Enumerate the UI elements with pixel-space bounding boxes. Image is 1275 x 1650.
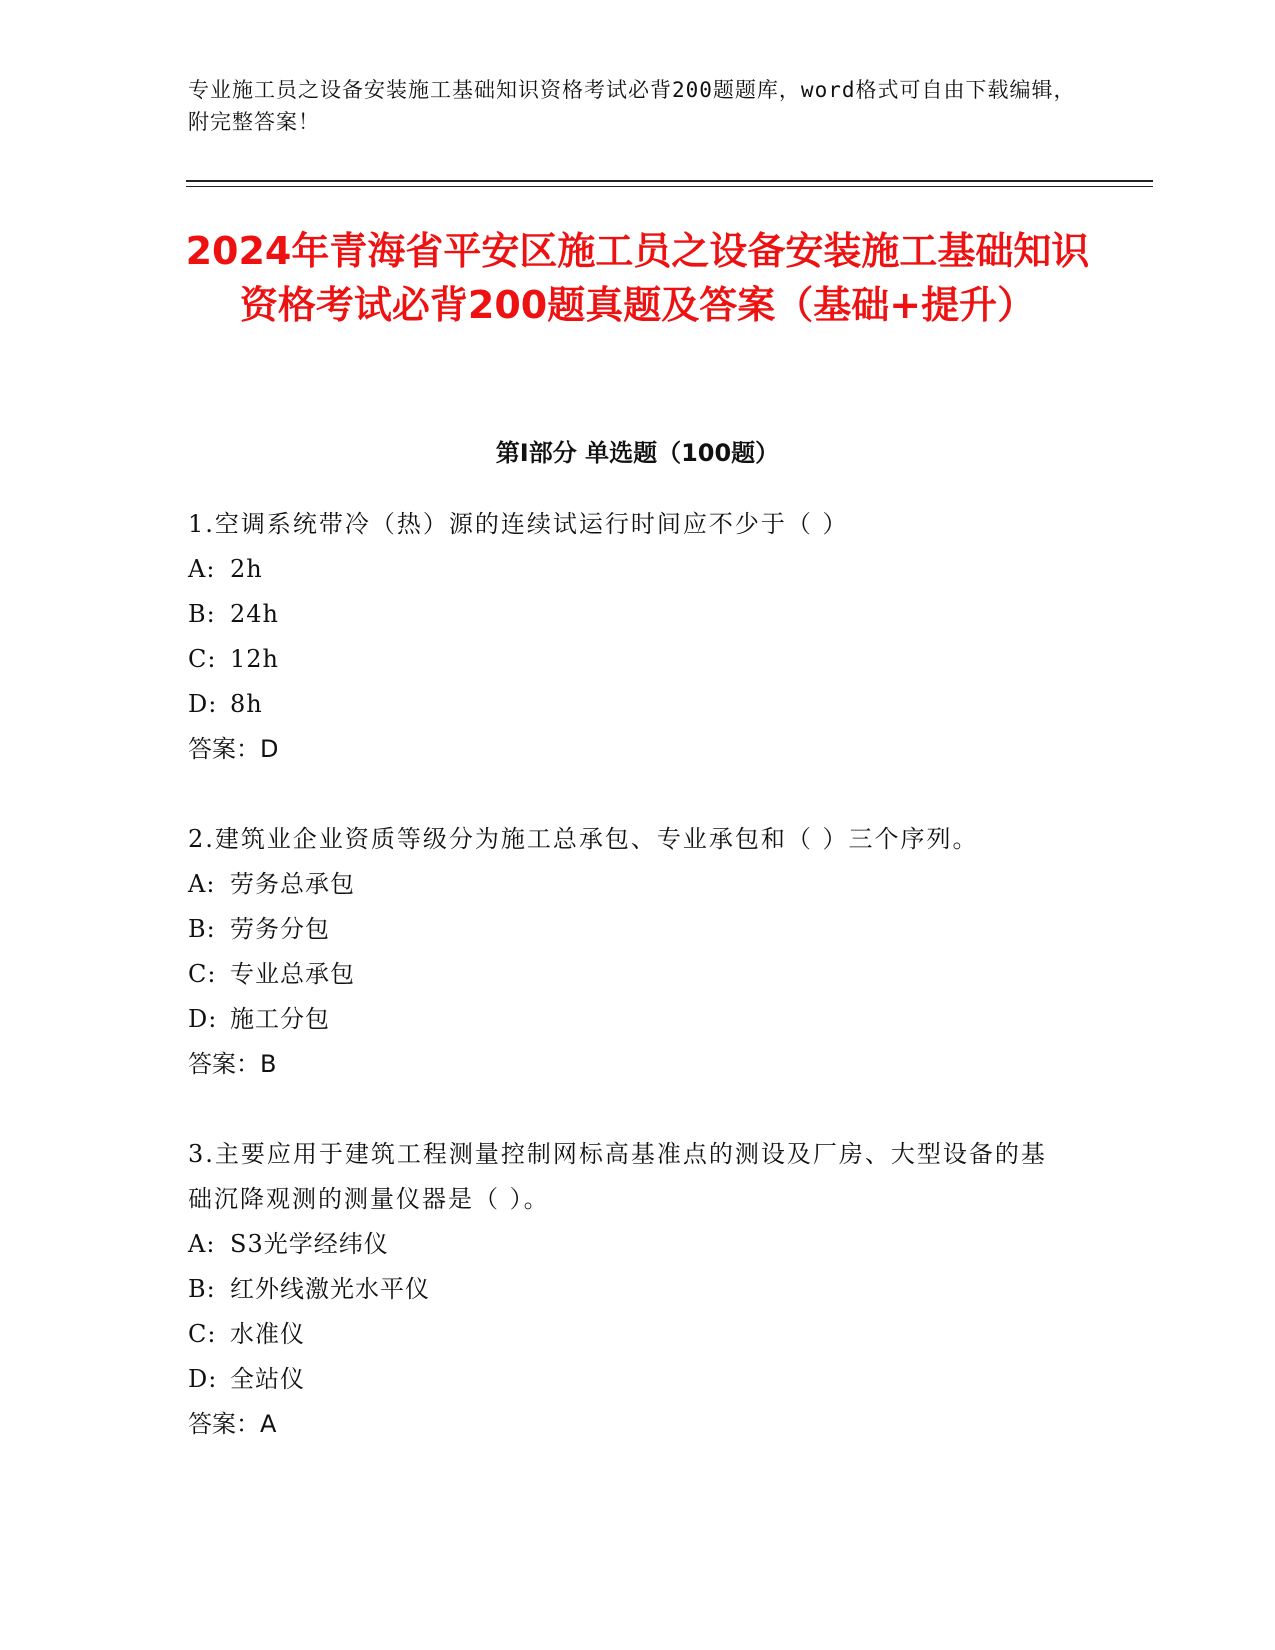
option-text: 施工分包 bbox=[230, 1005, 330, 1033]
option-text: 专业总承包 bbox=[230, 960, 355, 988]
option-text: 全站仪 bbox=[230, 1365, 305, 1393]
option-letter: D: bbox=[188, 690, 218, 718]
option-d bbox=[188, 997, 1068, 1042]
option-text: 8h bbox=[230, 690, 263, 718]
option-text: 劳务总承包 bbox=[230, 870, 355, 898]
option-letter: C: bbox=[188, 960, 217, 988]
option-letter: D: bbox=[188, 1365, 218, 1393]
question-2 bbox=[188, 817, 1068, 1087]
question-stem: 3.主要应用于建筑工程测量控制网标高基准点的测设及厂房、大型设备的基础沉降观测的测量仪器是（ ）。 bbox=[188, 1140, 1047, 1213]
question-stem: 2.建筑业企业资质等级分为施工总承包、专业承包和（ ）三个序列。 bbox=[188, 825, 979, 853]
header-divider-thick bbox=[186, 180, 1153, 182]
option-d bbox=[188, 1357, 1068, 1402]
option-letter: A: bbox=[188, 555, 216, 583]
option-c bbox=[188, 1312, 1068, 1357]
option-text: S3光学经纬仪 bbox=[230, 1230, 389, 1258]
option-c bbox=[188, 952, 1068, 997]
header-divider-thin bbox=[186, 186, 1153, 187]
document-title: 2024年青海省平安区施工员之设备安装施工基础知识资格考试必背200题真题及答案（基础+提升） bbox=[185, 229, 1090, 327]
question-1 bbox=[188, 502, 1068, 772]
option-a bbox=[188, 547, 1068, 592]
question-stem: 1.空调系统带冷（热）源的连续试运行时间应不少于（ ） bbox=[188, 510, 849, 538]
option-letter: A: bbox=[188, 870, 216, 898]
header-note: 专业施工员之设备安装施工基础知识资格考试必背200题题库，word格式可自由下载编辑，附完整答案！ bbox=[188, 78, 1076, 134]
option-text: 2h bbox=[230, 555, 263, 583]
option-b bbox=[188, 907, 1068, 952]
option-letter: D: bbox=[188, 1005, 218, 1033]
option-b bbox=[188, 1267, 1068, 1312]
option-a bbox=[188, 1222, 1068, 1267]
answer: 答案：D bbox=[188, 735, 279, 763]
option-a bbox=[188, 862, 1068, 907]
option-letter: A: bbox=[188, 1230, 216, 1258]
option-letter: B: bbox=[188, 1275, 216, 1303]
option-letter: B: bbox=[188, 915, 216, 943]
question-3 bbox=[188, 1132, 1068, 1447]
option-b bbox=[188, 592, 1068, 637]
option-c bbox=[188, 637, 1068, 682]
option-d bbox=[188, 682, 1068, 727]
answer: 答案：A bbox=[188, 1410, 277, 1438]
option-text: 12h bbox=[230, 645, 279, 673]
section-heading: 第Ⅰ部分 单选题（100题） bbox=[495, 439, 780, 467]
option-letter: B: bbox=[188, 600, 216, 628]
option-letter: C: bbox=[188, 1320, 217, 1348]
option-text: 红外线激光水平仪 bbox=[230, 1275, 430, 1303]
option-text: 24h bbox=[230, 600, 279, 628]
answer: 答案：B bbox=[188, 1050, 277, 1078]
option-text: 水准仪 bbox=[230, 1320, 305, 1348]
option-letter: C: bbox=[188, 645, 217, 673]
option-text: 劳务分包 bbox=[230, 915, 330, 943]
